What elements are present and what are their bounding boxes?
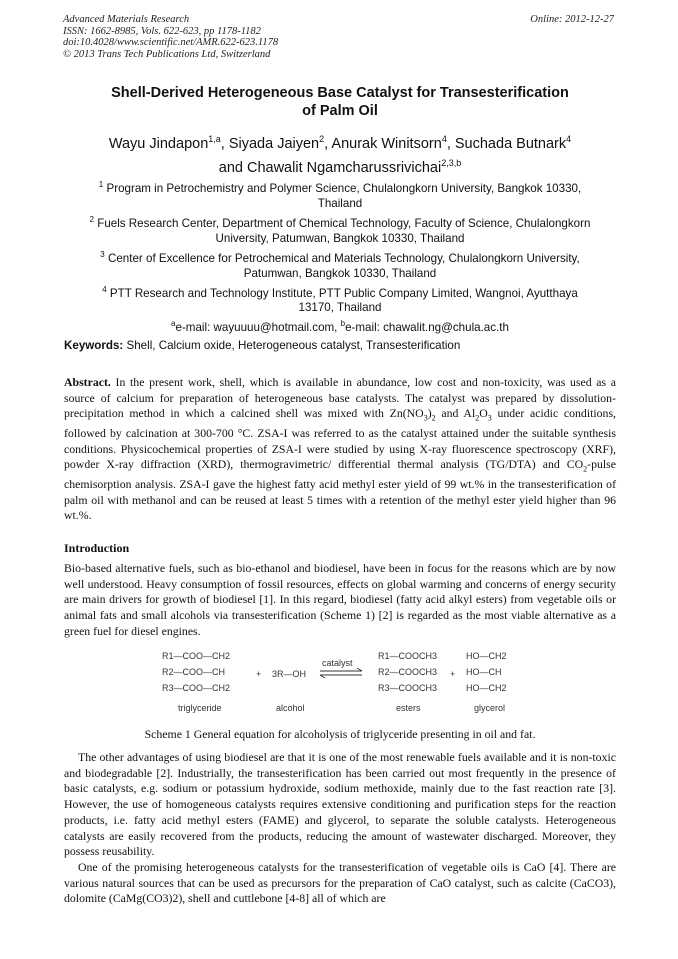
authors-line-1 [60,130,620,154]
keywords [64,338,619,353]
author-4-affil: 4 [566,134,572,144]
issn-line: ISSN: 1662-8985, Vols. 622-623, pp 1178-1182 [63,25,261,37]
affiliation-2: $^2$ Fuels Research Center, Department of Chemical Technology, Faculty of Science, Chulalongkorn University, Patumwan, Bangkok 10330, Thailand [89,214,591,245]
online-date: Online: 2012-12-27 [530,14,614,25]
author-2-affil: 2 [319,134,325,144]
author-3: , Anurak Winitsorn [324,135,442,152]
journal-header [63,14,278,60]
affiliation-3: $^3$ Center of Excellence for Petrochemical and Materials Technology, Chulalongkorn University, Patumwan, Bangkok 10330, Thailand [100,249,580,280]
author-5-affil: 2,3,b [441,157,462,168]
affiliation-4: $^4$ PTT Research and Technology Institute, PTT Public Company Limited, Wangnoi, Ayutthaya 13170, Thailand [102,284,578,315]
abstract-label: Abstract. [64,375,111,389]
copyright-line: © 2013 Trans Tech Publications Ltd, Switzerland [63,48,271,60]
plus-sign-2: + [450,669,456,679]
affiliation-1: $^1$ Program in Petrochemistry and Polymer Science, Chulalongkorn University, Bangkok 10330, Thailand [98,180,582,210]
authors-line-2 [60,154,620,178]
email-line: $^a$e-mail: wayuuuu@hotmail.com, $^b$e-mail: chawalit.ng@chula.ac.th [171,319,509,335]
intro-paragraph-1: Bio-based alternative fuels, such as bio-ethanol and biodiesel, have been in focus for the reasons which are by now well understood. Heavy consumption of fossil resources, effects on global warming and concerns of energy security are main drivers for growth of biodiesel [1]. In this regard, biodiesel (fatty acid alkyl esters) from vegetable oils or animal fats and small alcohols via transesterification (Scheme 1) [2] is regarded as the most viable alternative as a green fuel for diesel engines. [64,561,616,638]
doi-line: doi:10.4028/www.scientific.net/AMR.622-623.1178 [63,37,279,48]
paper-title [60,84,620,120]
author-list [60,130,620,178]
catalyst-label: catalyst [322,658,353,668]
triglyceride-row-1: R1—COO—CH2 [162,651,231,661]
affiliations [60,177,620,335]
intro-paragraph-3: One of the promising heterogeneous catalysts for the transesterification of vegetable oils is CaO [4]. There are various natural sources that can be used as precursors for the preparation of CaO catalyst, such as calcite (CaCO3), dolomite (CaMg(CO3)2), shell and cuttlebone [4-8] all of which are [64,860,616,906]
title-line-2: of Palm Oil [302,103,378,119]
ester-row-2: R2—COOCH3 [378,667,438,677]
author-3-affil: 4 [441,134,447,144]
triglyceride-row-3: R3—COO—CH2 [162,683,231,693]
reaction-scheme [160,648,520,718]
intro-paragraph-2: The other advantages of using biodiesel are that it is one of the most renewable fuels available and it is non-toxic and biodegradable [2]. Industrially, the transesterification has been carried out most frequently in the presence of basic catalysts, e.g. sodium or potassium hydroxide, sodium methoxide, mainly due to the fast reaction rate [3]. However, the use of homogeneous catalysts requires extensive conditioning and purification steps for the reaction products, i.e. fatty acid methyl esters (FAME) and glycerol, to separate the soluble catalysts. Heterogeneous catalysts are easily recovered from the products, reducing the amount of wastewater discharged. Moreover, they possess reusability. [64,750,616,859]
triglyceride-row-2: R2—COO—CH [162,667,226,677]
ester-row-1: R1—COOCH3 [378,651,438,661]
glycerol-row-2: HO—CH [466,667,502,677]
label-triglyceride: triglyceride [178,703,222,713]
author-4: , Suchada Butnark [446,135,567,152]
journal-name: Advanced Materials Research [63,14,190,25]
email-a[interactable]: e-mail: wayuuuu@hotmail.com, [175,321,341,335]
label-esters: esters [396,703,421,713]
author-1-affil: 1,a [208,134,221,144]
author-2: , Siyada Jaiyen [220,135,320,152]
author-1: Wayu Jindapon [108,135,209,152]
reaction-scheme-figure [160,648,520,718]
keywords-text: Shell, Calcium oxide, Heterogeneous catalyst, Transesterification [123,339,461,352]
keywords-label: Keywords: [64,339,124,352]
section-heading-introduction: Introduction [64,541,130,555]
scheme-caption: Scheme 1 General equation for alcoholysis of triglyceride presenting in oil and fat. [144,727,536,741]
label-alcohol: alcohol [276,703,305,713]
glycerol-row-3: HO—CH2 [466,683,507,693]
plus-sign-1: + [256,669,262,679]
abstract: Abstract. In the present work, shell, which is available in abundance, low cost and non-toxicity, was used as a source of calcium for preparation of heterogeneous base catalysts. The catalyst was prepared by dissolution-precipitation method in which a calcined shell was mixed with $Zn(NO_3)_2$ and $Al_2O_3$ under acidic conditions, followed by calcination at 300-700 °C. ZSA-I was referred to as the catalyst attained under the suitable synthesis conditions. Physicochemical properties of ZSA-I were studied by using X-ray fluorescence spectroscopy (XRF), powder X-ray diffraction (XRD), thermogravimetric/ differential thermal analysis (TG/DTA) and $CO_2$-pulse chemisorption analysis. ZSA-I gave the highest fatty acid methyl ester yield of 99 wt.% in the transesterification of palm oil with methanol and can be reused at least 5 times with a retention of the methyl ester yield higher than 96 wt.%. [64,375,616,523]
title-line-1: Shell-Derived Heterogeneous Base Catalyst for Transesterification [111,85,569,101]
author-5: and Chawalit Ngamcharussrivichai [218,159,442,176]
alcohol-formula: 3R—OH [272,669,307,679]
glycerol-row-1: HO—CH2 [466,651,507,661]
label-glycerol: glycerol [474,703,506,713]
email-b[interactable]: e-mail: chawalit.ng@chula.ac.th [345,321,509,335]
ester-row-3: R3—COOCH3 [378,683,438,693]
